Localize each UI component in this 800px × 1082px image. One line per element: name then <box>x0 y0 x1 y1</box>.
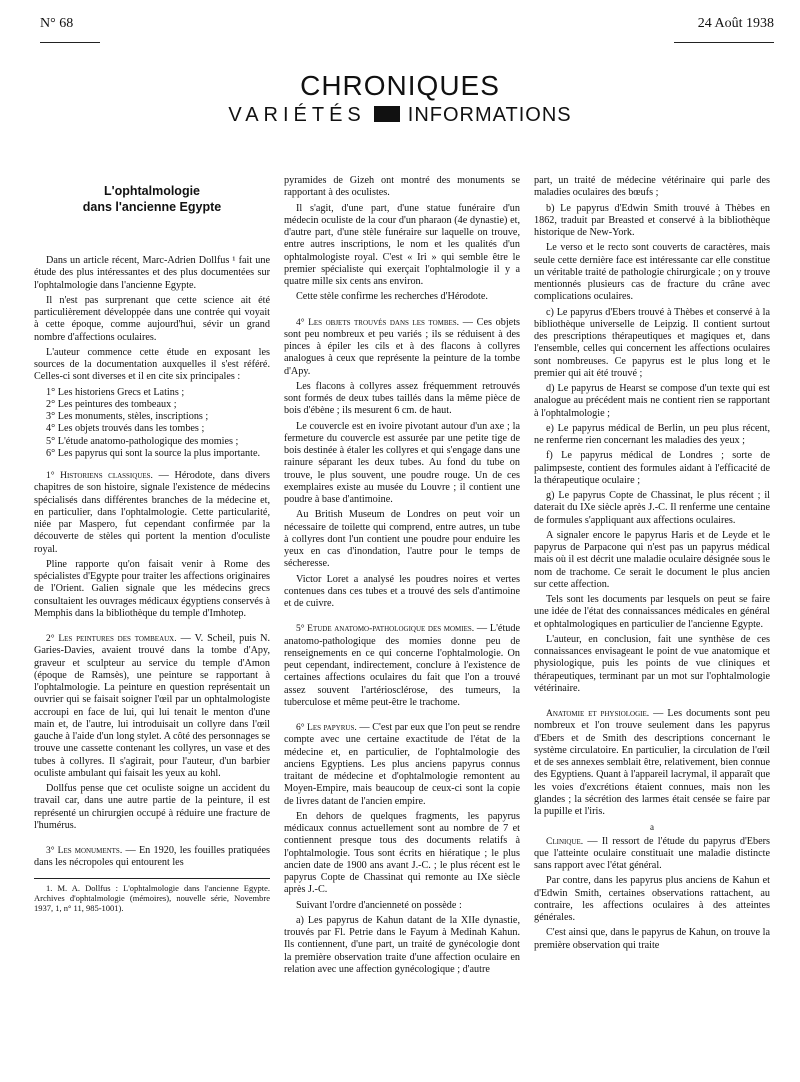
paragraph: Cette stèle confirme les recherches d'Hérodote. <box>296 291 488 303</box>
paragraph: Par contre, dans les papyrus plus anciens de Kahun et d'Edwin Smith, certaines observations rattachent, au contraire, les affections oculaires à des atteintes générales. <box>534 875 770 923</box>
paragraph: Pline rapporte qu'on faisait venir à Rome des spécialistes d'Egypte pour traiter les affections originaires de l'Orient. Galien signale que les médecins grecs consultaient les ouvrages médicaux égyptiens conservés à Memphis dans la bibliothèque du temple d'Imhotep. <box>34 558 270 619</box>
section-text: — C'est par eux que l'on peut se rendre compte avec une certaine exactitude de l'état de la médecine et, en particulier, de l'ophtalmologie des anciens Egyptiens. Les plus anciens papyrus connus traitant de médecine et d'ophtalmologie remontent au Moyen-Empire, mais beaucoup de ceux-ci sont la copie de livres datant de l'ancien empire. <box>284 722 520 807</box>
paragraph: C'est ainsi que, dans le papyrus de Kahun, on trouve la première observation qui traite <box>534 927 770 951</box>
source-list-item: 4° Les objets trouvés dans les tombes ; <box>46 423 205 435</box>
section-heading: 6° Les papyrus. <box>296 723 357 733</box>
article-title-line-2: dans l'ancienne Egypte <box>82 200 222 214</box>
paragraph: A signaler encore le papyrus Haris et de Leyde et le papyrus de Parpacone qui n'est pas un papyrus médical mais où il est décrit une maladie oculaire désignée sous le nom de trachome. Ce serait le document le plus ancien sur cette affection. <box>534 529 770 590</box>
paragraph: L'auteur, en conclusion, fait une synthèse de ces connaissances envisageant le point de vue anatomique et physiologique, puis les points de vue cliniques et thérapeutiques, terminant par un mot sur l'ophtalmologie vétérinaire. <box>534 633 770 694</box>
paragraph: Victor Loret a analysé les poudres noires et vertes contenues dans ces tubes et a trouvé des sels d'antimoine et de cuivre. <box>284 573 520 609</box>
section-heading: 5° Etude anatomo-pathologique des momies. <box>296 624 475 635</box>
paragraph: L'auteur commence cette étude en exposant les sources de la documentation auxquelles il s'est référé. Celles-ci sont diverses et il en cite six principales : <box>34 346 270 383</box>
article-title <box>34 183 270 215</box>
section-text: — Hérodote, dans divers chapitres de son histoire, signale l'existence de médecins spécialisés dans différentes branches de la médecine et, en particulier, dans l'ophtalmologie. Cette particularité, niée par Maspero, fut cependant confirmée par la découverte de stèles qui portent la mention d'oculiste royal. <box>34 470 270 555</box>
masthead <box>0 70 800 127</box>
section-heading: Anatomie et physiologie. <box>546 709 650 719</box>
footnote-rule <box>34 878 270 879</box>
section-text: — L'étude anatomo-pathologique des momies donne peu de renseignements en ce qui concerne l'ophtalmologie. On peut cependant, indirectement, conclure à l'existence de certaines affections oculaires du fait que l'on a trouvé assez souvent l'artériosclérose, des tumeurs, la tuberculose et même peut-être le trachome. <box>284 623 520 708</box>
source-list-item: 1° Les historiens Grecs et Latins ; <box>46 386 185 398</box>
section-text: — Ces objets sont peu nombreux et peu variés ; ils se réduisent à des pinces à épiler les cils et à des flacons à collyres analogues à ceux que représente la peinture de la tombe d'Apy. <box>284 316 520 377</box>
masthead-varietes: VARIÉTÉS <box>228 104 366 126</box>
paragraph: a) Les papyrus de Kahun datant de la XIIe dynastie, trouvés par Fl. Petrie dans le Fayum à Medinah Kahun. Ils contiennent, d'une part, un traité de gynécologie dont la première observation traite d'une affection oculaire en relation avec une affection gynécologique ; d'autre <box>284 914 520 975</box>
section-heading: 3° Les monuments. <box>46 846 123 856</box>
paragraph: Dans un article récent, Marc-Adrien Dollfus ¹ fait une étude des plus intéressantes et des plus documentées sur l'ophtalmologie dans l'ancienne Egypte. <box>34 255 270 291</box>
section-heading: 4° Les objets trouvés dans les tombes. <box>296 317 460 328</box>
section-heading: 2° Les peintures des tombeaux. <box>46 634 177 644</box>
section-heading: Clinique. <box>546 836 584 847</box>
column-1 <box>34 175 270 1050</box>
paragraph: Suivant l'ordre d'ancienneté on possède : <box>296 899 462 911</box>
article-title-line-1: L'ophtalmologie <box>103 184 201 198</box>
section-text: — Les documents sont peu nombreux et l'on trouve seulement dans les papyrus d'Ebers et de Smith des descriptions concernant le système circulatoire. En particulier, la circulation de l'œil et de ses annexes semblait être, relativement, bien connue des Egyptiens. Quant à l'appareil lacrymal, il apparaît que les voies d'excrétions étaient connues, mais non les glandes ; la sécrétion des larmes était censée se faire par la pupille et l'iris. <box>534 708 770 817</box>
section-historiens <box>34 470 270 556</box>
paragraph: d) Le papyrus de Hearst se compose d'un texte qui est analogue au précédent mais ne contient rien se rapportant à l'ophtalmologie ; <box>534 383 770 419</box>
masthead-subtitle <box>0 104 800 127</box>
page-header <box>0 8 800 48</box>
header-rule-left <box>40 42 100 43</box>
section-papyrus <box>284 722 520 808</box>
ornament-icon <box>374 106 400 122</box>
paragraph: Au British Museum de Londres on peut voir un nécessaire de toilette qui comprend, entre autres, un tube à collyres dont l'un contient une poudre pour enduire les yeux en cas d'inondation, l'autre pour le temps de sécheresse. <box>284 509 520 570</box>
paragraph: b) Le papyrus d'Edwin Smith trouvé à Thèbes en 1862, traduit par Breasted et conservé à la bibliothèque historique de New-York. <box>534 202 770 238</box>
column-2 <box>284 175 520 1050</box>
paragraph: Il n'est pas surprenant que cette science ait été particulièrement développée dans une contrée qui voyait à cette époque, comme aujourd'hui, sévir un grand nombre d'affections oculaires. <box>34 294 270 343</box>
paragraph: e) Le papyrus médical de Berlin, un peu plus récent, ne renferme rien concernant les maladies des yeux ; <box>534 422 770 446</box>
paragraph: Dollfus pense que cet oculiste soigne un accident du travail car, dans une autre partie de la peinture, il est représenté un chirurgien occupé à réduire une fracture de l'humérus. <box>34 783 270 831</box>
source-list-item: 5° L'étude anatomo-pathologique des momies ; <box>46 435 239 447</box>
paragraph: En dehors de quelques fragments, les papyrus médicaux connus actuellement sont au nombre de 7 et contiennent presque tous des documents relatifs à l'ophtalmologie. Tous sont écrits en hiératique ; le plus ancien date de 1900 ans avant J.-C. ; le plus récent est le papyrus Copte de Chassinat qui remonte au IXe siècle après J.-C. <box>284 810 520 896</box>
paragraph: Tels sont les documents par lesquels on peut se faire une idée de l'état des connaissances médicales en général et ophtalmologiques en particulier de l'ancienne Egypte. <box>534 594 770 630</box>
section-peintures <box>34 633 270 780</box>
footnote: 1. M. A. Dollfus : L'ophtalmologie dans l'ancienne Egypte. Archives d'ophtalmologie (mémoires), nouvelle série, Novembre 1937, 1, n° 11, 985-1001). <box>34 882 270 913</box>
issue-number: N° 68 <box>40 16 74 31</box>
section-monuments <box>34 845 270 870</box>
section-anatomie <box>534 708 770 818</box>
section-text: — V. Scheil, puis N. Garies-Davies, avaient trouvé dans la tombe d'Apy, graveur et sculpteur au service du temple d'Amon (époque de Ramsès), une peinture se rapportant à l'ophtalmologie. La peinture en question représentait un ouvrier qui se faisait soigner l'œil par un ophtalmologiste accroupi en face de lui, qui lui tenait le menton d'une main et, de l'autre, lui introduisait un collyre dans l'œil gauche à l'aide d'un long stylet. A côté des personnages se trouve une cassette contenant les collyres, un vase et des tubes à collyres. Il s'agirait, pour l'auteur, d'un barbier oculiste ambulant qui faisait les yeux au kohl. <box>34 633 270 779</box>
paragraph: pyramides de Gizeh ont montré des monuments se rapportant à des oculistes. <box>284 175 520 199</box>
paragraph: part, un traité de médecine vétérinaire qui parle des maladies oculaires des bœufs ; <box>534 175 770 199</box>
paragraph: c) Le papyrus d'Ebers trouvé à Thèbes et conservé à la bibliothèque universelle de Leipzig. Il contient surtout des prescriptions thérapeutiques et magiques et, dans l'ensemble, celles qui concernent les affections oculaires sont nombreuses. Ce papyrus est le plus long et le premier qui ait été trouvé ; <box>534 306 770 379</box>
paragraph: Le couvercle est en ivoire pivotant autour d'un axe ; la fermeture du couvercle est assurée par une petite tige de bois destinée à étaler les collyres et qui s'engage dans une rainure séparant les deux tubes. Au fond du tube on trouve, le plus souvent, une poudre rouge. Un de ces exemplaires existe au musée du Louvre ; il contient une poudre à base d'antimoine. <box>284 420 520 505</box>
masthead-informations: INFORMATIONS <box>407 104 572 126</box>
source-list-item: 2° Les peintures des tombeaux ; <box>46 398 177 410</box>
source-list-item: 6° Les papyrus qui sont la source la plus importante. <box>46 447 261 459</box>
section-mark: a <box>650 822 654 833</box>
section-text: — En 1920, les fouilles pratiquées dans les nécropoles qui entourent les <box>34 845 270 869</box>
paragraph: Il s'agit, d'une part, d'une statue funéraire d'un médecin oculiste de la cour d'un pharaon (4e dynastie) et, d'autre part, d'une stèle funéraire sur laquelle on trouve, entre autres inscriptions, le nom et les qualités d'un ophtalmologiste royal. C'est « Iri » qui semble être le premier spécialiste qui exerçait l'ophtalmologie il y a quatre mille six cents ans environ. <box>284 202 520 287</box>
article-columns <box>34 175 774 1050</box>
column-3 <box>534 175 770 1050</box>
section-momies <box>284 623 520 709</box>
paragraph: Le verso et le recto sont couverts de caractères, mais seule cette dernière face est intéressante car elle constitue un véritable traité de pathologie chirurgicale ; on y trouve mentionnés plusieurs cas de fracture du crâne avec complications oculaires. <box>534 242 770 303</box>
section-text: — Il ressort de l'étude du papyrus d'Ebers que l'atteinte oculaire constituait une maladie distincte sans rapport avec l'état général. <box>534 835 770 871</box>
paragraph: Les flacons à collyres assez fréquemment retrouvés sont formés de deux tubes taillés dans la même pièce de bois d'ébène ; ils mesurent 6 cm. de haut. <box>284 380 520 417</box>
masthead-title: CHRONIQUES <box>300 70 500 101</box>
header-rule-right <box>674 42 774 43</box>
paragraph: f) Le papyrus médical de Londres ; sorte de palimpseste, contient des formules aidant à l'efficacité de la thérapeutique oculaire ; <box>534 450 770 486</box>
paragraph: g) Le papyrus Copte de Chassinat, le plus récent ; il daterait du IXe siècle après J.-C. Il renferme une centaine de formules s'appliquant aux affections oculaires. <box>534 490 770 526</box>
issue-date: 24 Août 1938 <box>697 16 774 31</box>
source-list-item: 3° Les monuments, stèles, inscriptions ; <box>46 411 209 422</box>
section-objets <box>284 317 520 378</box>
section-heading: 1° Historiens classiques. <box>46 471 153 481</box>
section-clinique <box>534 836 770 873</box>
